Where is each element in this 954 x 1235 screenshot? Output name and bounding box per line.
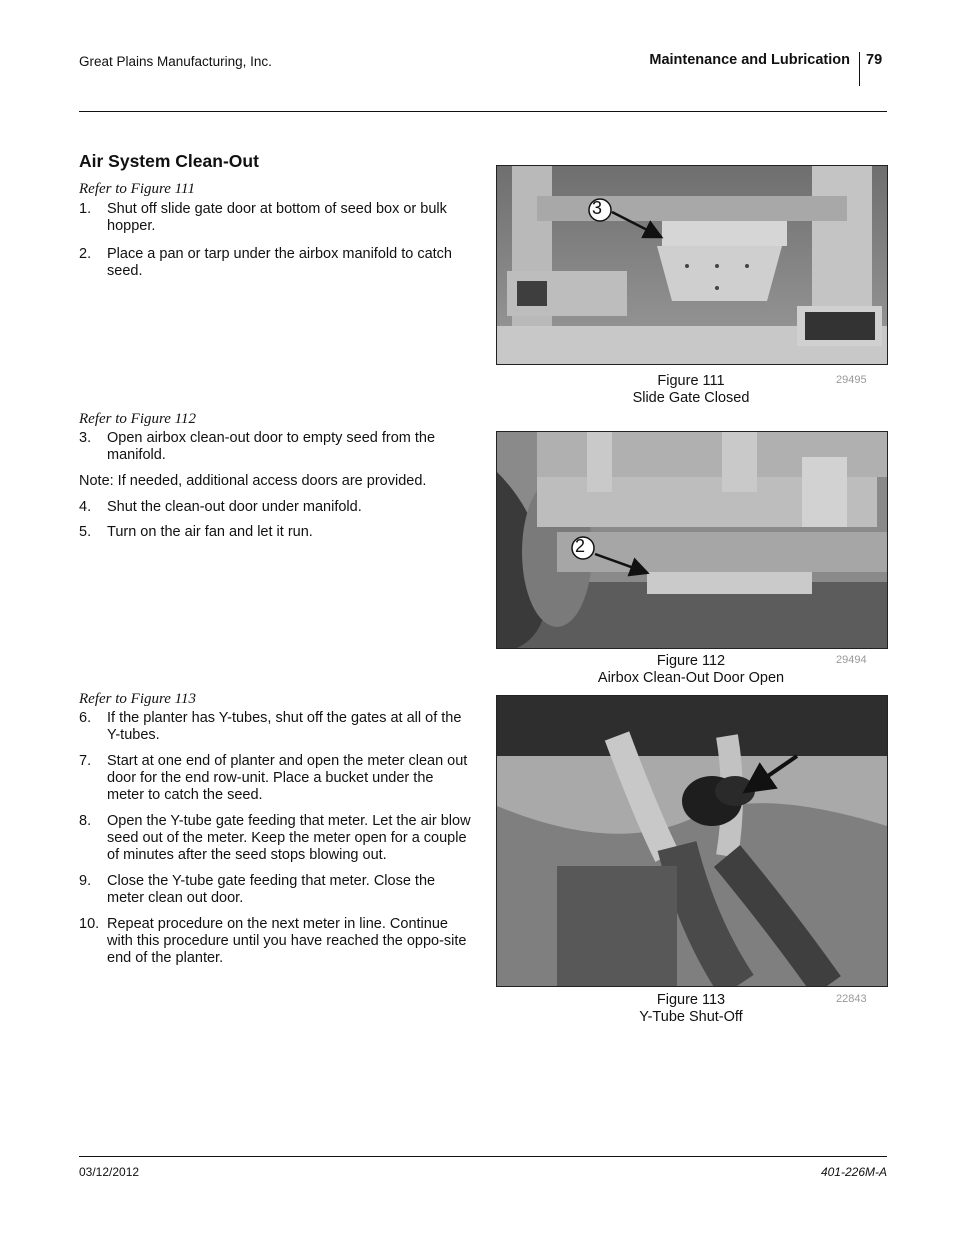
figure-112-ref: 29494 (836, 654, 867, 666)
figure-112-photo (496, 431, 888, 649)
note: Note: If needed, additional access doors are provided. (79, 473, 427, 489)
step-text: Place a pan or tarp under the airbox manifold to catch seed. (107, 246, 452, 279)
figure-112-label: Figure 112 (656, 653, 726, 669)
refer-figure-112: Refer to Figure 112 (79, 411, 197, 427)
step-text: Close the Y-tube gate feeding that meter. Close the meter clean out door. (107, 873, 436, 906)
step-number: 2. (79, 246, 92, 262)
step-text: Shut off slide gate door at bottom of seed box or bulk hopper. (107, 201, 447, 234)
step-number: 9. (79, 873, 92, 889)
footer-doc-number: 401-226M-A (820, 1165, 887, 1179)
figure-111-caption: Slide Gate Closed (632, 390, 750, 406)
page-number: 79 (866, 52, 883, 68)
figure-111-ref: 29495 (836, 374, 867, 386)
step-4 (79, 499, 474, 516)
figure-112-caption: Airbox Clean-Out Door Open (597, 670, 785, 686)
step-number: 3. (79, 430, 92, 446)
step-text: Open airbox clean-out door to empty seed from the manifold. (107, 430, 436, 463)
figure-111-label: Figure 111 (657, 373, 725, 389)
step-number: 7. (79, 753, 92, 769)
figure-113-label: Figure 113 (656, 992, 726, 1008)
step-text: Start at one end of planter and open the meter clean out door for the end row-unit. Place a bucket under the meter to catch the seed. (107, 753, 468, 803)
step-text: Repeat procedure on the next meter in line. Continue with this procedure until you have reached the oppo-site end of the planter. (107, 916, 467, 966)
step-1 (79, 201, 474, 235)
step-number: 1. (79, 201, 92, 217)
step-number: 5. (79, 524, 92, 540)
step-7 (79, 753, 474, 804)
step-10 (79, 916, 474, 967)
step-text: If the planter has Y-tubes, shut off the gates at all of the Y-tubes. (107, 710, 462, 743)
step-text: Shut the clean-out door under manifold. (107, 499, 362, 515)
refer-figure-113: Refer to Figure 113 (79, 691, 197, 707)
step-number: 6. (79, 710, 92, 726)
refer-figure-111: Refer to Figure 111 (79, 181, 195, 197)
section-name: Maintenance and Lubrication (649, 52, 850, 68)
footer-date: 03/12/2012 (79, 1165, 140, 1179)
callout-2: 2 (575, 536, 586, 556)
footer-rule (79, 1156, 887, 1157)
step-text: Open the Y-tube gate feeding that meter. Let the air blow seed out of the meter. Keep the meter open for a couple of minutes after the seed stops blowing out. (107, 813, 471, 863)
step-8 (79, 813, 474, 864)
step-number: 10. (79, 916, 100, 932)
callout-3: 3 (592, 198, 603, 218)
step-number: 8. (79, 813, 92, 829)
step-5 (79, 524, 474, 541)
section-title: Air System Clean-Out (79, 151, 259, 171)
step-text: Turn on the air fan and let it run. (107, 524, 313, 540)
figure-113-photo (496, 695, 888, 987)
step-6 (79, 710, 474, 744)
header-divider (859, 52, 860, 86)
step-number: 4. (79, 499, 92, 515)
step-9 (79, 873, 474, 907)
step-2 (79, 246, 474, 280)
figure-111-photo (496, 165, 888, 365)
company-name: Great Plains Manufacturing, Inc. (79, 54, 272, 69)
header-rule (79, 111, 887, 112)
step-3 (79, 430, 474, 464)
figure-113-ref: 22843 (836, 993, 867, 1005)
figure-113-caption: Y-Tube Shut-Off (639, 1009, 743, 1025)
